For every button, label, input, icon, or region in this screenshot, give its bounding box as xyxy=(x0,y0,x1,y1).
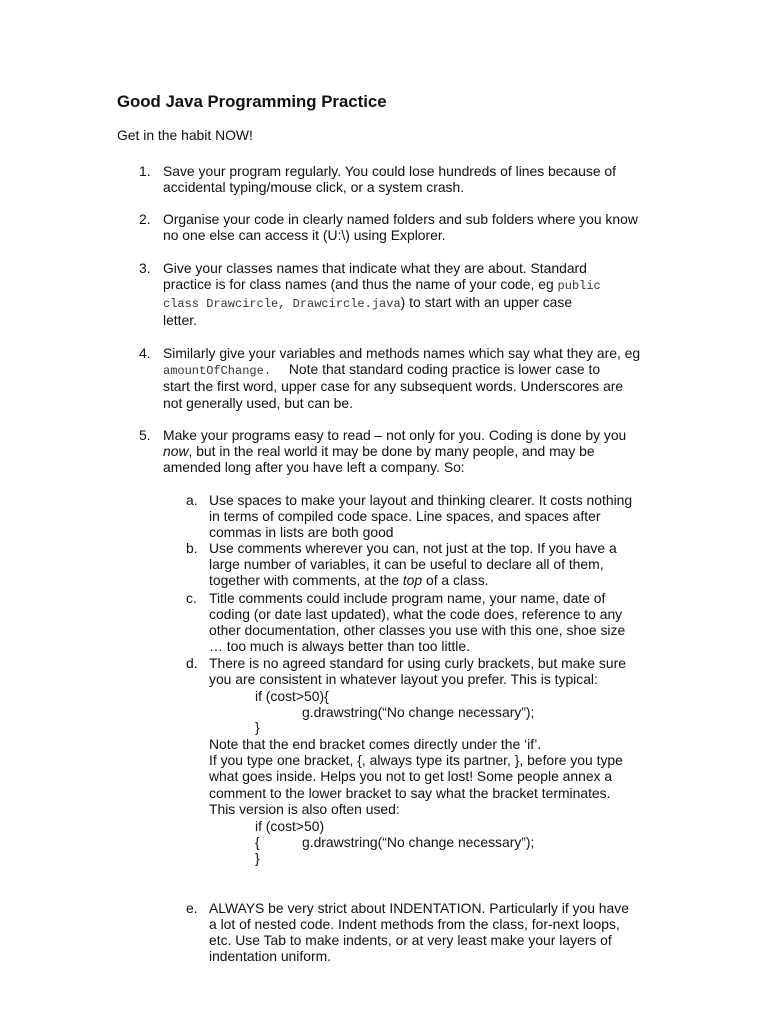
code-snippet: public xyxy=(557,279,601,293)
subitem-d-line-2: you are consistent in whatever layout you prefer. This is typical: xyxy=(209,671,598,687)
subitem-b-line-3 xyxy=(209,572,489,588)
code-line: g.drawstring(“No change necessary”); xyxy=(302,704,535,720)
item-number: 2. xyxy=(139,211,151,227)
item-4-line-3: start the first word, upper case for any subsequent words. Underscores are xyxy=(163,378,624,394)
code-line: } xyxy=(255,719,260,735)
item-3-line-2 xyxy=(163,276,601,293)
subitem-e-line-1: ALWAYS be very strict about INDENTATION. Particularly if you have xyxy=(209,900,629,916)
code-line: { xyxy=(255,834,260,850)
item-2-line-1: Organise your code in clearly named folders and sub folders where you know xyxy=(163,211,638,227)
subitem-letter: a. xyxy=(186,492,198,508)
subitem-b-line-2: large number of variables, it can be useful to declare all of them, xyxy=(209,556,604,572)
subitem-letter: e. xyxy=(186,900,198,916)
item-5-line-1: Make your programs easy to read – not only for you. Coding is done by you xyxy=(163,427,627,443)
item-number: 4. xyxy=(139,345,151,361)
subitem-d-line-4: If you type one bracket, {, always type its partner, }, before you type xyxy=(209,752,623,768)
item-3-line-1: Give your classes names that indicate what they are about. Standard xyxy=(163,260,587,276)
subitem-c-line-4: … too much is always better than too little. xyxy=(209,638,470,654)
item-4-line-4: not generally used, but can be. xyxy=(163,395,353,411)
code-line: if (cost>50) xyxy=(255,818,325,834)
subitem-c-line-3: other documentation, other classes you use with this one, shoe size xyxy=(209,622,626,638)
subitem-letter: b. xyxy=(186,540,198,556)
subitem-d-line-7: This version is also often used: xyxy=(209,801,400,817)
page-title: Good Java Programming Practice xyxy=(117,92,387,111)
code-line: } xyxy=(255,850,260,866)
subitem-a-line-3: commas in lists are both good xyxy=(209,524,394,540)
subitem-a-line-1: Use spaces to make your layout and thinking clearer. It costs nothing xyxy=(209,492,633,508)
subitem-c-line-1: Title comments could include program name, your name, date of xyxy=(209,590,606,606)
item-3-line-2-text: practice is for class names (and thus the name of your code, eg xyxy=(163,276,554,292)
subitem-d-line-3: Note that the end bracket comes directly under the ‘if’. xyxy=(209,736,542,752)
code-snippet: class Drawcircle, Drawcircle.java xyxy=(163,297,401,311)
subitem-e-line-4: indentation uniform. xyxy=(209,948,332,964)
subitem-letter: d. xyxy=(186,655,198,671)
item-5-line-2 xyxy=(163,443,595,459)
emphasis-top: top xyxy=(402,572,423,588)
subitem-b-line-1: Use comments wherever you can, not just at the top. If you have a xyxy=(209,540,617,556)
subitem-b-line-3-end: of a class. xyxy=(425,572,489,588)
item-number: 5. xyxy=(139,427,151,443)
item-5-line-3: amended long after you have left a company. So: xyxy=(163,459,465,475)
code-line: g.drawstring(“No change necessary”); xyxy=(302,834,535,850)
item-4-line-2 xyxy=(163,361,600,378)
code-line: if (cost>50){ xyxy=(255,688,329,704)
item-3-line-3-text: ) to start with an upper case xyxy=(400,294,573,310)
subitem-letter: c. xyxy=(186,590,197,606)
item-number: 1. xyxy=(139,163,151,179)
item-4-line-1: Similarly give your variables and methods names which say what they are, eg xyxy=(163,345,641,361)
subitem-b-line-3-text: together with comments, at the xyxy=(209,572,399,588)
subitem-d-line-1: There is no agreed standard for using curly brackets, but make sure xyxy=(209,655,626,671)
item-3-line-3 xyxy=(163,294,572,311)
subitem-c-line-2: coding (or date last updated), what the code does, reference to any xyxy=(209,606,623,622)
item-4-line-2-text: Note that standard coding practice is lower case to xyxy=(288,361,601,377)
subitem-e-line-2: a lot of nested code. Indent methods from the class, for-next loops, xyxy=(209,916,620,932)
subitem-d-line-6: comment to the lower bracket to say what the bracket terminates. xyxy=(209,785,611,801)
code-snippet: amountOfChange. xyxy=(163,364,272,378)
subitem-d-line-5: what goes inside. Helps you not to get lost! Some people annex a xyxy=(209,768,613,784)
item-1-line-1: Save your program regularly. You could lose hundreds of lines because of xyxy=(163,163,617,179)
emphasis-now: now xyxy=(163,443,189,459)
item-3-line-4: letter. xyxy=(163,312,197,328)
subitem-e-line-3: etc. Use Tab to make indents, or at very least make your layers of xyxy=(209,932,612,948)
item-2-line-2: no one else can access it (U:\) using Explorer. xyxy=(163,227,446,243)
item-5-line-2-text: , but in the real world it may be done by many people, and may be xyxy=(188,443,595,459)
item-1-line-2: accidental typing/mouse click, or a system crash. xyxy=(163,179,465,195)
item-number: 3. xyxy=(139,260,151,276)
subitem-a-line-2: in terms of compiled code space. Line spaces, and spaces after xyxy=(209,508,601,524)
intro-text: Get in the habit NOW! xyxy=(117,127,253,143)
